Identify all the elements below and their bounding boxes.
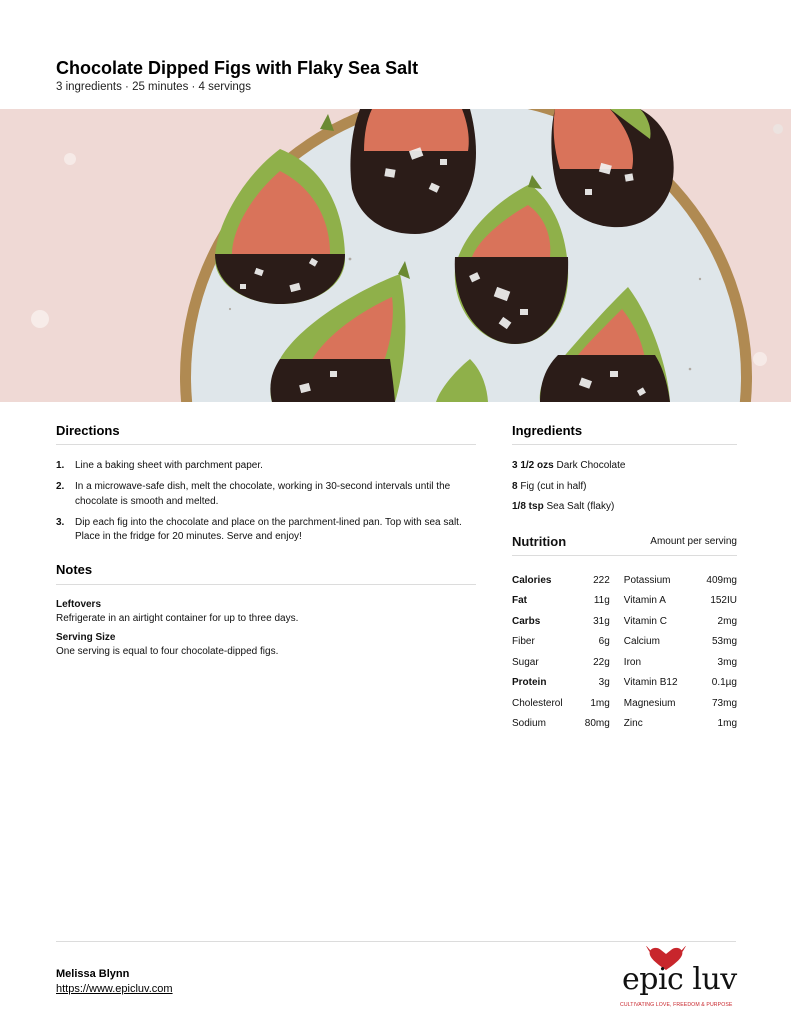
nutrient-value: 409mg [706, 574, 737, 586]
nutrition-table [512, 570, 737, 734]
recipe-title: Chocolate Dipped Figs with Flaky Sea Salt [56, 58, 419, 78]
nutrition-row [512, 591, 737, 612]
notes-section [56, 598, 476, 664]
recipe-meta: 3 ingredients · 25 minutes · 4 servings [56, 81, 251, 93]
nutrient-value: 6g [598, 636, 610, 648]
nutrient-value: 0.1µg [711, 677, 737, 689]
nutrient-label: Carbs [512, 615, 541, 627]
recipe-photo [0, 109, 791, 402]
nutrition-row [512, 570, 737, 591]
nutrient-value: 1mg [590, 697, 610, 709]
nutrient-label: Potassium [623, 574, 671, 586]
nutrient-label: Vitamin C [623, 615, 667, 627]
nutrition-heading: Nutrition [512, 534, 567, 549]
note-body: One serving is equal to four chocolate-dipped figs. [56, 646, 279, 657]
nutrient-value: 31g [593, 615, 610, 627]
nutrition-row [512, 632, 737, 653]
ingredients-divider [512, 444, 737, 445]
nutrient-value: 2mg [717, 615, 737, 627]
nutrient-label: Vitamin A [623, 595, 666, 607]
epic-luv-logo [612, 946, 742, 1012]
direction-step: 2. In a microwave-safe dish, melt the chocolate, working in 30-second intervals until the chocolate is smooth and melted. [56, 481, 451, 507]
nutrient-label: Iron [623, 656, 642, 668]
nutrient-value: 73mg [711, 697, 737, 709]
nutrition-row [512, 714, 737, 735]
ingredient-item: 8 Fig (cut in half) [512, 480, 587, 492]
note-title: Serving Size [56, 632, 116, 643]
ingredient-item: 3 1/2 ozs Dark Chocolate [512, 460, 626, 471]
nutrient-value: 22g [593, 656, 610, 668]
author-url-link[interactable]: https://www.epicluv.com [56, 983, 173, 995]
nutrient-label: Sodium [512, 718, 546, 730]
ingredients-heading: Ingredients [512, 423, 583, 438]
nutrient-label: Fat [512, 595, 527, 607]
nutrient-label: Cholesterol [512, 697, 563, 709]
nutrient-value: 53mg [711, 636, 737, 648]
nutrient-label: Vitamin B12 [623, 677, 678, 689]
note-title: Leftovers [56, 599, 102, 610]
nutrition-row [512, 652, 737, 673]
nutrient-label: Calories [512, 574, 552, 586]
footer-divider [56, 941, 736, 942]
logo-wordmark: epic luv [622, 962, 737, 997]
nutrient-label: Zinc [623, 718, 643, 730]
directions-heading: Directions [56, 423, 120, 438]
nutrient-label: Magnesium [623, 697, 676, 709]
nutrition-subheading: Amount per serving [650, 536, 737, 547]
notes-divider [56, 584, 476, 585]
nutrient-value: 3mg [717, 656, 737, 668]
nutrient-value: 222 [593, 574, 610, 586]
ingredient-item: 1/8 tsp Sea Salt (flaky) [512, 501, 615, 512]
nutrition-row [512, 611, 737, 632]
nutrient-label: Fiber [512, 636, 535, 648]
note-body: Refrigerate in an airtight container for up to three days. [56, 613, 299, 624]
author-name: Melissa Blynn [56, 968, 130, 980]
nutrient-label: Calcium [623, 636, 660, 648]
nutrient-value: 80mg [584, 718, 610, 730]
nutrient-label: Protein [512, 677, 547, 689]
nutrition-row [512, 673, 737, 694]
nutrient-value: 11g [593, 595, 610, 607]
direction-step: 1. Line a baking sheet with parchment paper. [56, 460, 263, 471]
directions-list [56, 459, 476, 551]
nutrition-divider [512, 555, 737, 556]
nutrient-value: 1mg [717, 718, 737, 730]
direction-step: 3. Dip each fig into the chocolate and place on the parchment-lined pan. Top with sea salt. Place in the fridge for 20 minutes. Serve and enjoy! [56, 516, 462, 542]
notes-heading: Notes [56, 562, 93, 577]
directions-divider [56, 444, 476, 445]
nutrition-row [512, 693, 737, 714]
nutrient-value: 3g [598, 677, 610, 689]
nutrient-value: 152IU [710, 595, 737, 607]
ingredients-list [512, 459, 737, 521]
nutrient-label: Sugar [512, 656, 539, 668]
logo-tagline: CULTIVATING LOVE, FREEDOM & PURPOSE [620, 1002, 733, 1008]
